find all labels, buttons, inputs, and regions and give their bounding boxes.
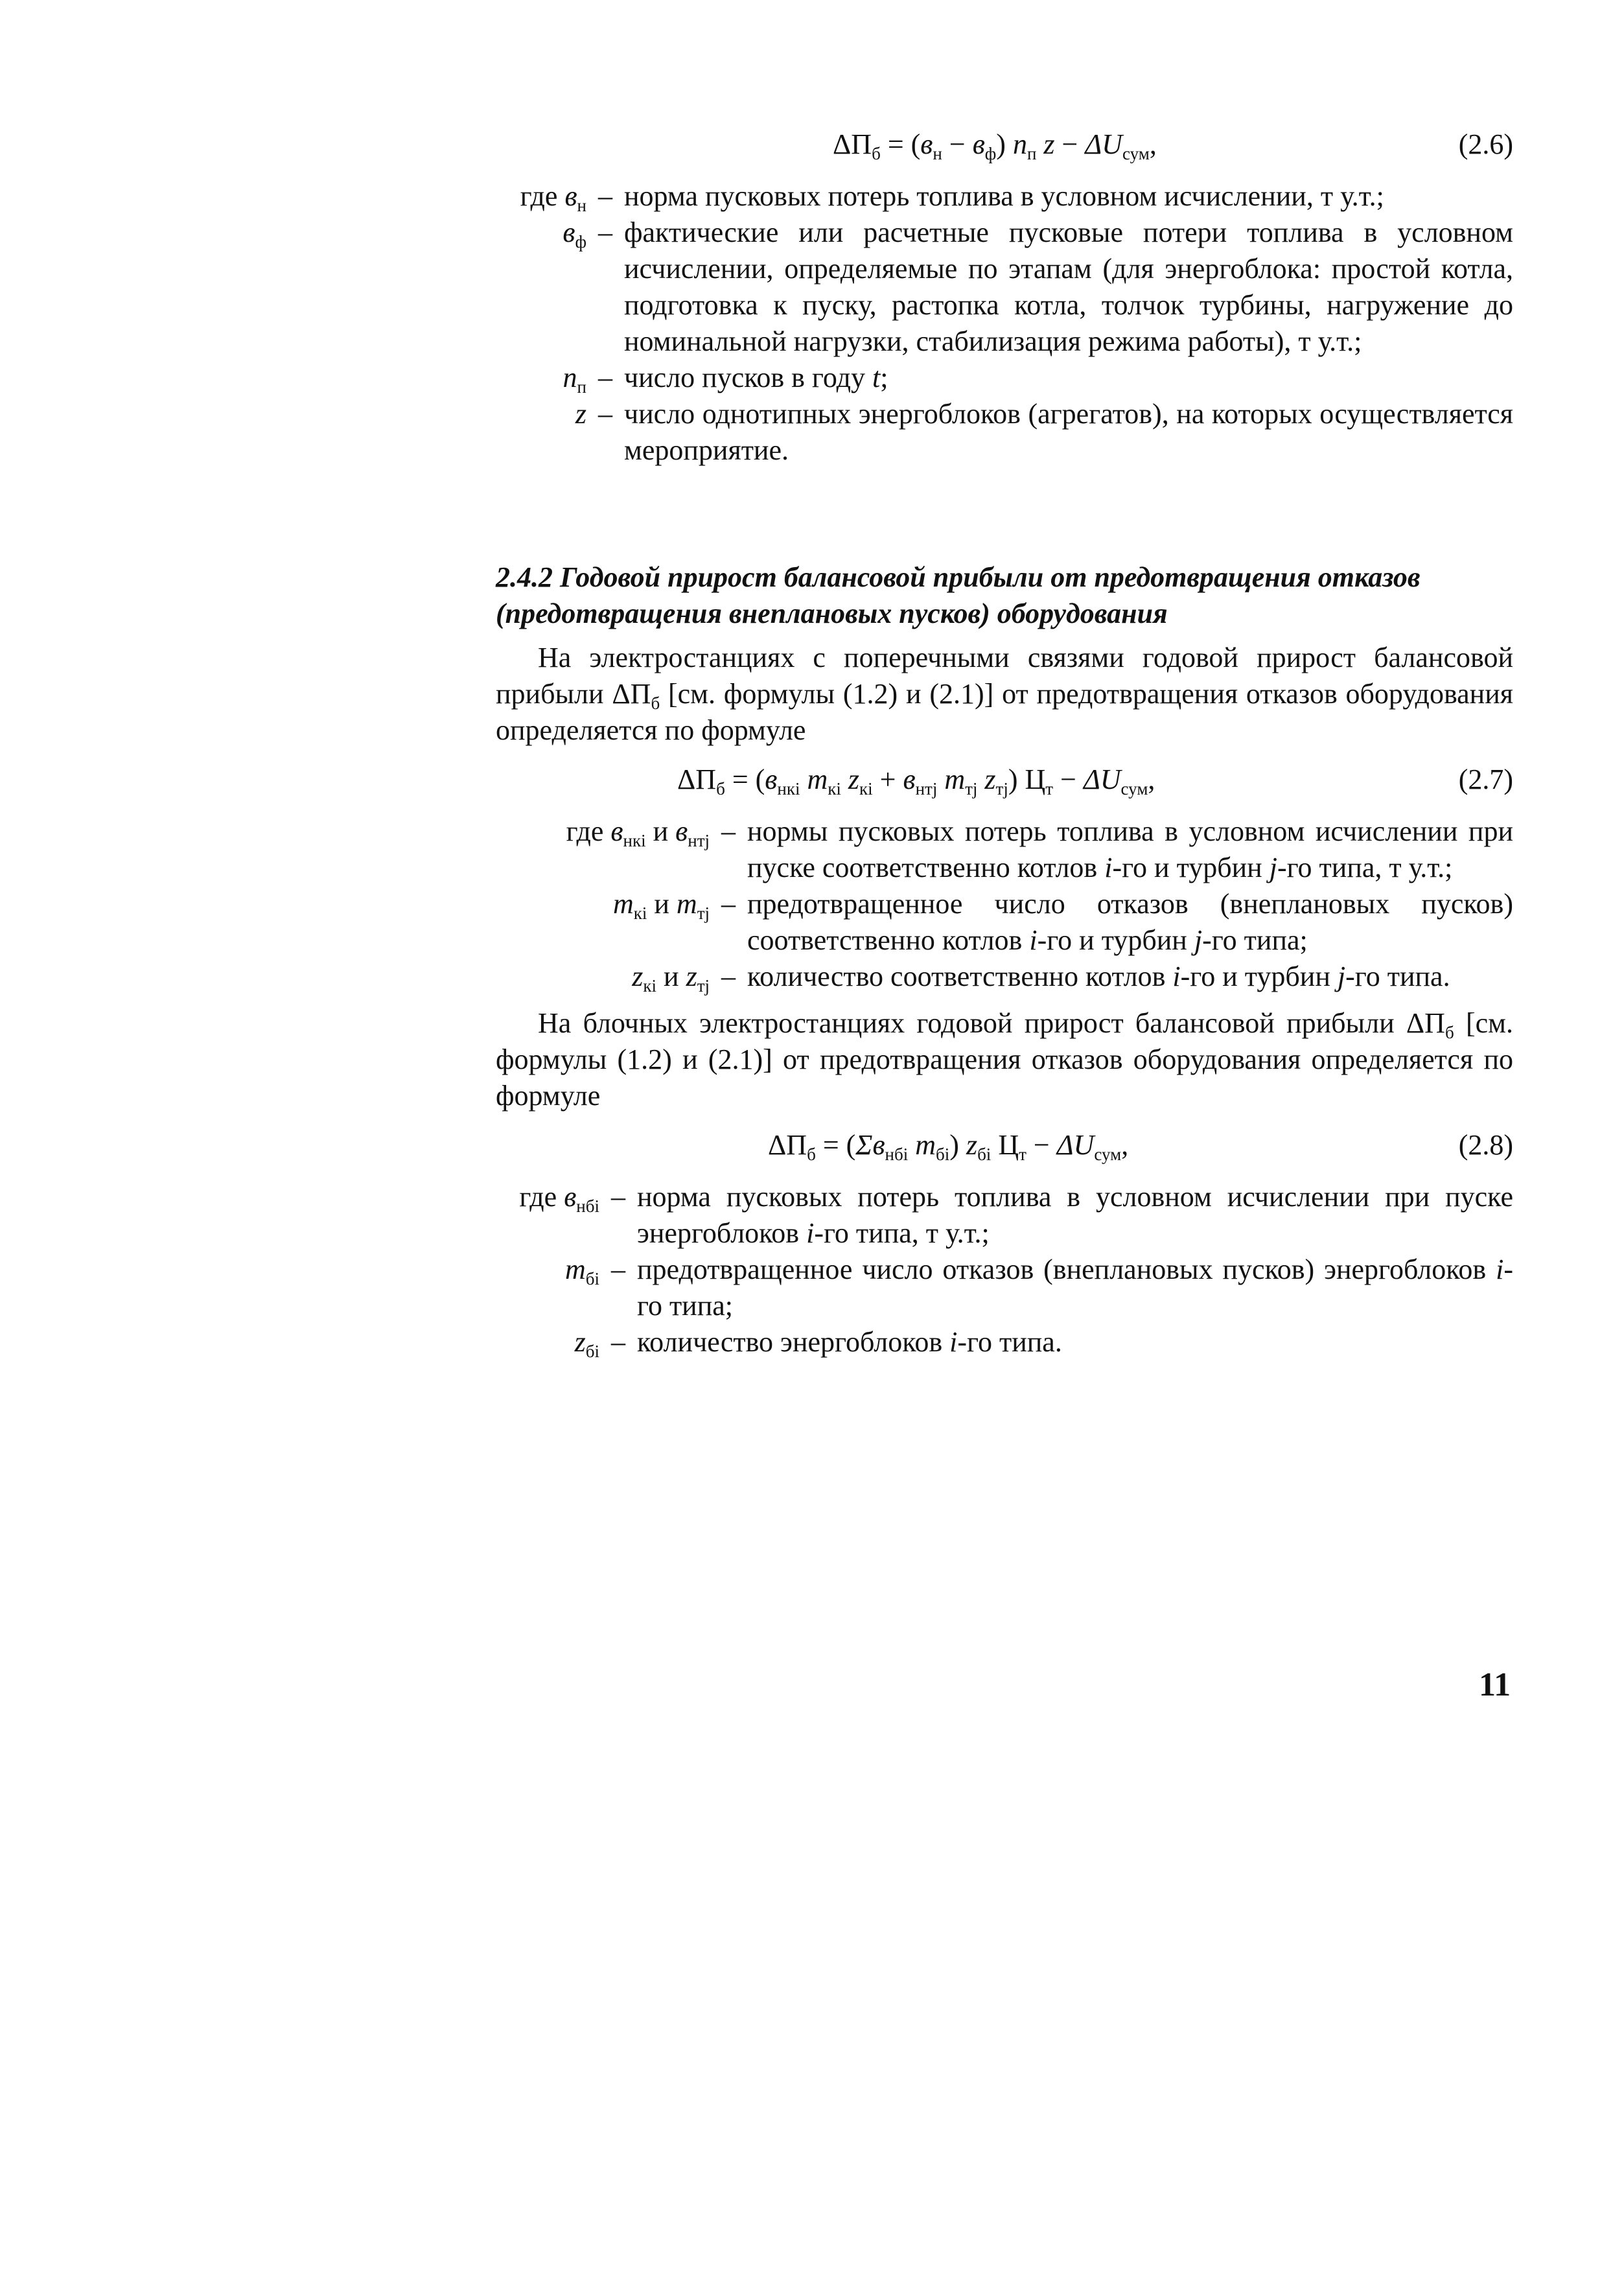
formula-2-6-number: (2.6)	[1458, 128, 1513, 160]
formula-2-8	[496, 1127, 1513, 1174]
paragraph: На блочных электростанциях годовой прирост балансовой прибыли $\Delta П_б$ [см. формулы (1.2) и (2.1)] от предотвращения отказов оборудования определяется по формуле	[496, 1007, 1514, 1112]
definitions-2-8	[496, 1179, 1513, 1360]
definition-term: $z_{кi}$ и $z_{тj}$	[632, 961, 710, 996]
definition-row: где $в_н$ – норма пусковых потерь топлива в условном исчислении, т у.т.;	[496, 178, 1513, 215]
definition-term: z	[575, 398, 586, 430]
definition-text: фактические или расчетные пусковые потери топлива в условном исчислении, определяемые по этапам (для энергоблока: простой котла, подготовка к пуску, растопка котла, толчок турбины, нагружение до номинальной нагрузки, стабилизация режима работы), т у.т.;	[624, 216, 1513, 357]
page-content	[496, 126, 1513, 1360]
definitions-2-7	[496, 813, 1513, 995]
definition-text: предотвращенное число отказов (внеплановых пусков) соответственно котлов i-го и турбин j-го типа;	[747, 888, 1513, 956]
definition-row: $m_{бi}$ – предотвращенное число отказов (внеплановых пусков) энергоблоков i-го типа;	[496, 1252, 1513, 1324]
paragraph: На электростанциях с поперечными связями годовой прирост балансовой прибыли $\Delta П_б$ [см. формулы (1.2) и (2.1)] от предотвращения отказов оборудования определяется по формуле	[496, 642, 1514, 746]
formula-2-7-number: (2.7)	[1458, 763, 1513, 795]
definition-text: количество энергоблоков i-го типа.	[637, 1326, 1062, 1358]
definition-term: где $в_{нбi}$	[519, 1181, 599, 1216]
formula-2-6-body: $\Delta П_б = (в_н - в_ф)$ $n_п$ $z - \Delta U_{сум}$,	[833, 128, 1157, 163]
definition-term: где $в_{нкi}$ и $в_{нтj}$	[566, 815, 710, 850]
definition-row: $m_{кi}$ и $m_{тj}$ – предотвращенное число отказов (внеплановых пусков) соответственно котлов i-го и турбин j-го типа;	[496, 886, 1513, 959]
formula-2-8-number: (2.8)	[1458, 1129, 1513, 1161]
definition-term: $m_{бi}$	[564, 1253, 599, 1288]
formula-2-7-body: $\Delta П_б = (в_{нкi}$ $m_{кi}$ $z_{кi} + в_{нтj}$ $m_{тj}$ $z_{тj}$) $Ц_т - \Delta U_{сум}$,	[677, 763, 1155, 798]
definition-row: где $в_{нкi}$ и $в_{нтj}$ – нормы пусковых потерь топлива в условном исчислении при пуске соответственно котлов i-го и турбин j-го типа, т у.т.;	[496, 813, 1513, 886]
definition-row: z – число однотипных энергоблоков (агрегатов), на которых осуществляется мероприятие.	[496, 396, 1513, 469]
definition-term: $z_{бi}$	[574, 1326, 599, 1361]
definition-text: предотвращенное число отказов (внеплановых пусков) энергоблоков i-го типа;	[637, 1253, 1513, 1322]
definition-term: $n_п$	[563, 362, 586, 397]
definition-term: $m_{кi}$ и $m_{тj}$	[612, 888, 710, 923]
formula-2-7	[496, 762, 1513, 808]
definitions-2-6	[496, 178, 1513, 469]
definition-row: где $в_{нбi}$ – норма пусковых потерь топлива в условном исчислении при пуске энергоблоков i-го типа, т у.т.;	[496, 1179, 1513, 1252]
definition-text: число однотипных энергоблоков (агрегатов), на которых осуществляется мероприятие.	[624, 398, 1513, 466]
definition-text: нормы пусковых потерь топлива в условном исчислении при пуске соответственно котлов i-го и турбин j-го типа, т у.т.;	[747, 815, 1513, 883]
section-heading: 2.4.2 Годовой прирост балансовой прибыли от предотвращения отказов (предотвращения внеплановых пусков) оборудования	[496, 561, 1421, 629]
formula-2-8-body: $\Delta П_б = (\Sigma в_{нбi}$ $m_{бi}$) $z_{бi}$ $Ц_т - \Delta U_{сум}$,	[768, 1129, 1129, 1164]
page-number: 11	[1479, 1666, 1511, 1703]
formula-2-6	[496, 126, 1513, 173]
definition-term: $в_ф$	[563, 216, 586, 251]
definition-term: где $в_н$	[520, 180, 586, 215]
definition-text: норма пусковых потерь топлива в условном исчислении, т у.т.;	[624, 180, 1384, 212]
definition-row: $n_п$ – число пусков в году t;	[496, 360, 1513, 396]
definition-row: $z_{кi}$ и $z_{тj}$ – количество соответственно котлов i-го и турбин j-го типа.	[496, 959, 1513, 995]
definition-row: $в_ф$ – фактические или расчетные пусковые потери топлива в условном исчислении, определяемые по этапам (для энергоблока: простой котла, подготовка к пуску, растопка котла, толчок турбины, нагружение до номинальной нагрузки, стабилизация режима работы), т у.т.;	[496, 215, 1513, 360]
definition-text: норма пусковых потерь топлива в условном исчислении при пуске энергоблоков i-го типа, т у.т.;	[637, 1181, 1513, 1249]
definition-text: количество соответственно котлов i-го и турбин j-го типа.	[747, 961, 1450, 992]
definition-text: число пусков в году t;	[624, 362, 888, 393]
definition-row: $z_{бi}$ – количество энергоблоков i-го типа.	[496, 1324, 1513, 1360]
